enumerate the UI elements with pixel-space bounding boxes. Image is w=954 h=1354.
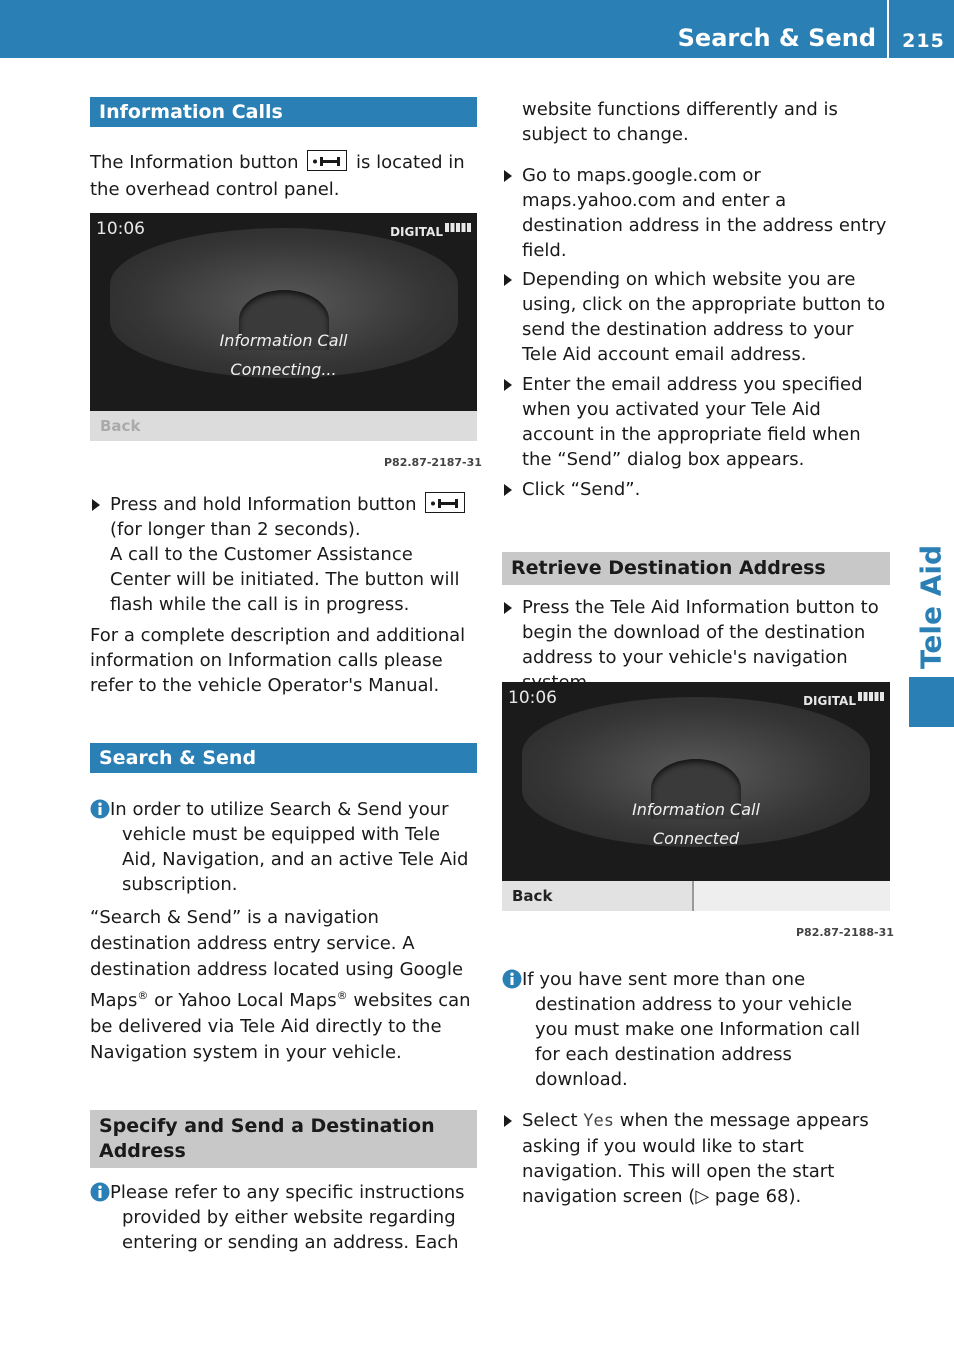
screen-clock: 10:06 <box>96 219 145 239</box>
side-tab-marker <box>909 677 954 727</box>
search-send-note: In order to utilize Search & Send your vehicle must be equipped with Tele Aid, Navigation, and an active Tele Aid subscription. <box>90 797 477 897</box>
heading-retrieve-destination: Retrieve Destination Address <box>502 552 890 585</box>
left-column <box>90 97 477 203</box>
screen-clock: 10:06 <box>508 688 557 708</box>
information-button-icon <box>307 150 347 171</box>
header-divider <box>887 0 889 58</box>
page-number: 215 <box>902 30 945 52</box>
screen-back-button[interactable]: Back <box>100 417 141 435</box>
search-send-body: “Search & Send” is a navigation destination address entry service. A destination address located using Google Maps® or Yahoo Local Maps® websites can be delivered via Tele Aid directly to the Navigation system in your vehicle. <box>90 907 471 1063</box>
step-select-yes: Select Yes when the message appears asking if you would like to start navigation. This will open the start navigation screen (▷ page 68). <box>502 1108 890 1209</box>
continued-note: website functions differently and is subject to change. <box>522 99 838 145</box>
right-column-body <box>502 967 890 1209</box>
heading-specify-send: Specify and Send a Destination Address <box>90 1110 477 1168</box>
screen-signal-label: DIGITAL <box>390 225 443 239</box>
left-column-body <box>90 492 477 1255</box>
multiple-address-note: If you have sent more than one destination address to your vehicle you must make one Information call for each destination address download. <box>502 967 890 1092</box>
step-enter-email: Enter the email address you specified when you activated your Tele Aid account in the appropriate field when the “Send” dialog box appears. <box>502 372 890 472</box>
step-click-send-button: Depending on which website you are using, click on the appropriate button to send the destination address to your Tele Aid account email address. <box>502 267 890 367</box>
step-press-hold: Press and hold Information button (for longer than 2 seconds). A call to the Customer Assistance Center will be initiated. The button will flash while the call is in progress. <box>90 492 477 617</box>
screen-information-call-connected <box>502 682 890 911</box>
information-button-icon <box>425 492 465 513</box>
header-bar <box>0 0 954 58</box>
right-column <box>502 97 890 695</box>
screen-back-bar <box>90 411 477 441</box>
heading-information-calls: Information Calls <box>90 97 477 127</box>
info-calls-refer: For a complete description and additional information on Information calls please refer to the vehicle Operator's Manual. <box>90 625 466 696</box>
screen-line-1: Information Call <box>632 800 760 819</box>
heading-search-send: Search & Send <box>90 743 477 773</box>
screen-signal-label: DIGITAL <box>803 694 856 708</box>
side-tab <box>909 540 954 674</box>
step-press-info-button: Press the Tele Aid Information button to begin the download of the destination address to your vehicle's navigation <box>502 595 890 695</box>
screen-back-button[interactable]: Back <box>502 881 694 911</box>
screen-line-2: Connected <box>652 829 740 848</box>
screen-line-2: Connecting... <box>230 360 337 379</box>
specify-note: Please refer to any specific instructions provided by either website regarding entering or sending an address. Each <box>90 1180 477 1255</box>
step-go-to-maps: Go to maps.google.com or maps.yahoo.com and enter a destination address in the address entry field. <box>502 163 890 263</box>
screen-line-1: Information Call <box>219 331 348 350</box>
side-tab-label: Tele Aid <box>914 544 948 670</box>
info-icon <box>90 799 110 819</box>
signal-strength-icon <box>445 223 471 232</box>
step-click-send: Click “Send”. <box>502 477 890 502</box>
figure-code: P82.87-2187-31 <box>384 456 482 469</box>
info-icon <box>90 1182 110 1202</box>
signal-strength-icon <box>858 692 884 701</box>
info-icon <box>502 969 522 989</box>
info-calls-intro: The Information button is located in the overhead control panel. <box>90 152 465 200</box>
screen-information-call-connecting <box>90 213 477 441</box>
header-section-title: Search & Send <box>677 24 876 52</box>
figure-code: P82.87-2188-31 <box>796 926 894 939</box>
yes-option: Yes <box>583 1111 614 1131</box>
step-result: A call to the Customer Assistance Center will be initiated. The button will flash while the call is in progress. <box>110 544 460 615</box>
